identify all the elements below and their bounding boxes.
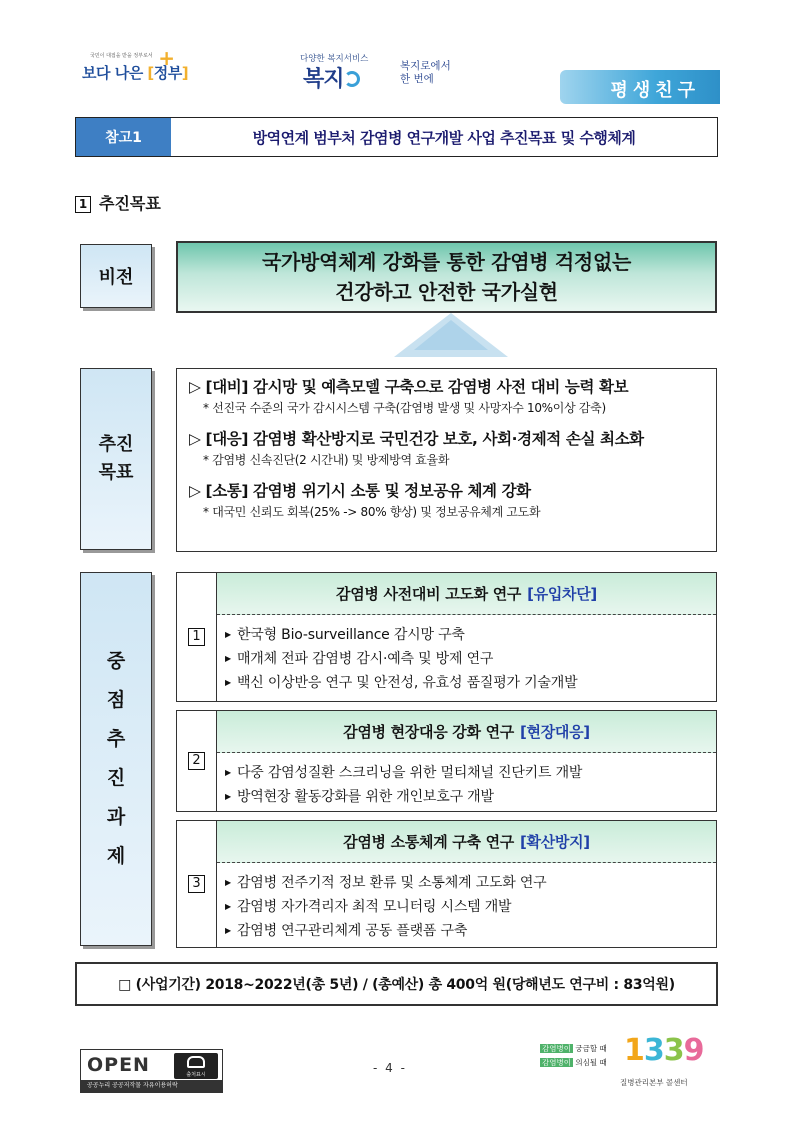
plus-icon: + — [158, 46, 175, 70]
task-bullet: ▶ 매개체 전파 감염병 감시·예측 및 방제 연구 — [225, 651, 494, 667]
vision-line-1: 국가방역체계 강화를 통한 감염병 걱정없는 — [261, 250, 631, 274]
task-number: 2 — [188, 752, 205, 770]
vision-line-2: 건강하고 안전한 국가실현 — [335, 280, 558, 304]
triangle-bullet-icon: ▶ — [225, 792, 231, 801]
page-title: 방역연계 범부처 감염병 연구개발 사업 추진목표 및 수행체계 — [252, 128, 636, 147]
task-tag: [유입차단] — [527, 585, 597, 603]
gov-logo-text-b: 정부 — [153, 64, 182, 82]
goals-box — [176, 368, 717, 552]
tasks-label-char: 진 — [106, 767, 126, 789]
task-box-3 — [176, 820, 717, 948]
gov-logo-text-a: 보다 나은 — [82, 64, 143, 82]
task-box-1 — [176, 572, 717, 702]
ring-icon — [344, 71, 360, 87]
tasks-label-char: 제 — [106, 845, 126, 867]
goal-sub: * 감염병 신속진단(2 시간내) 및 방제방역 효율화 — [203, 453, 450, 467]
section-title: 추진목표 — [99, 194, 161, 213]
tasks-label-char: 추 — [106, 728, 126, 750]
goals-label-2: 목표 — [98, 462, 134, 483]
bokjiro-side-1: 복지로에서 — [400, 60, 451, 72]
hotline-caption: 질병관리본부 콜센터 — [620, 1078, 688, 1087]
bokjiro-tagline: 다양한 복지서비스 — [300, 54, 369, 64]
task-bullet: ▶ 감염병 전주기적 정보 환류 및 소통체계 고도화 연구 — [225, 875, 547, 891]
goals-label — [80, 368, 152, 550]
task-title: 감염병 소통체계 구축 연구 — [343, 833, 514, 851]
hotline-text: 의심될 때 — [575, 1058, 607, 1067]
up-arrow-inner-icon — [414, 320, 488, 350]
tasks-label-char: 점 — [106, 689, 126, 711]
task-bullet: ▶ 방역현장 활동강화를 위한 개인보호구 개발 — [225, 789, 494, 805]
task-bullet: ▶ 감염병 자가격리자 최적 모니터링 시스템 개발 — [225, 899, 512, 915]
triangle-bullet-icon: ▶ — [225, 902, 231, 911]
tasks-label-char: 과 — [106, 806, 126, 828]
section-number: 1 — [75, 196, 91, 213]
lifelong-friend-banner — [560, 70, 720, 104]
page-number: - 4 - — [373, 1061, 407, 1075]
task-tag: [확산방지] — [519, 833, 590, 851]
goal-main: ▷ [소통] 감염병 위기시 소통 및 정보공유 체계 강화 — [189, 482, 531, 500]
vision-box — [176, 241, 717, 313]
reference-tag: 참고1 — [76, 118, 171, 156]
banner-text: 평생친구 — [610, 80, 700, 101]
gov-logo-slogan: 국민이 대접을 받을 정부로서 — [90, 53, 153, 59]
task-number: 3 — [188, 875, 205, 893]
vision-label: 비전 — [80, 244, 152, 308]
project-period-budget: □ (사업기간) 2018~2022년(총 5년) / (총예산) 총 400억 원(당해년도 연구비 : 83억원) — [75, 962, 718, 1006]
title-bar — [75, 117, 718, 157]
goal-main: ▷ [대응] 감염병 확산방지로 국민건강 보호, 사회·경제적 손실 최소화 — [189, 430, 644, 448]
open-license-text: 공공누리 공공저작물 자유이용허락 — [81, 1080, 222, 1092]
hotline-chip: 감염병이 — [542, 1058, 571, 1067]
kogl-open-badge — [80, 1049, 223, 1093]
hotline-chip: 감염병이 — [542, 1044, 571, 1053]
task-title: 감염병 현장대응 강화 연구 — [343, 723, 514, 741]
hotline-number: 1339 — [624, 1033, 704, 1068]
hotline-text: 궁금할 때 — [575, 1044, 607, 1053]
triangle-bullet-icon: ▶ — [225, 654, 231, 663]
goal-sub: * 선진국 수준의 국가 감시시스템 구축(감염병 발생 및 사망자수 10%이상 감축) — [203, 401, 606, 415]
section-heading — [75, 191, 161, 214]
bokjiro-side-2: 한 번에 — [400, 73, 434, 85]
open-word: OPEN — [87, 1054, 150, 1076]
goals-label-1: 추진 — [98, 434, 134, 455]
task-tag: [현장대응] — [519, 723, 590, 741]
bokjiro-name: 복지 — [303, 67, 344, 92]
task-bullet: ▶ 한국형 Bio-surveillance 감시망 구축 — [225, 627, 465, 643]
task-bullet: ▶ 감염병 연구관리체계 공동 플랫폼 구축 — [225, 923, 468, 939]
gov-logo: 국민이 대접을 받을 정부로서 보다 나은 [정부] + — [82, 46, 189, 82]
task-bullet: ▶ 다중 감염성질환 스크리닝을 위한 멀티채널 진단키트 개발 — [225, 765, 583, 781]
triangle-bullet-icon: ▶ — [225, 678, 231, 687]
triangle-bullet-icon: ▶ — [225, 768, 231, 777]
attribution-icon — [174, 1053, 218, 1079]
task-box-2 — [176, 710, 717, 812]
attribution-label: 출처표시 — [186, 1072, 206, 1078]
triangle-bullet-icon: ▶ — [225, 878, 231, 887]
bokjiro-logo — [285, 52, 485, 92]
task-bullet: ▶ 백신 이상반응 연구 및 안전성, 유효성 품질평가 기술개발 — [225, 675, 578, 691]
tasks-label-char: 중 — [106, 650, 126, 672]
task-number: 1 — [188, 628, 205, 646]
tasks-label — [80, 572, 152, 946]
goal-sub: * 대국민 신뢰도 회복(25% -> 80% 향상) 및 정보공유체계 고도화 — [203, 505, 541, 519]
triangle-bullet-icon: ▶ — [225, 926, 231, 935]
triangle-bullet-icon: ▶ — [225, 630, 231, 639]
task-title: 감염병 사전대비 고도화 연구 — [336, 585, 522, 603]
goal-main: ▷ [대비] 감시망 및 예측모델 구축으로 감염병 사전 대비 능력 확보 — [189, 378, 629, 396]
hotline-1339-logo — [540, 1033, 720, 1097]
